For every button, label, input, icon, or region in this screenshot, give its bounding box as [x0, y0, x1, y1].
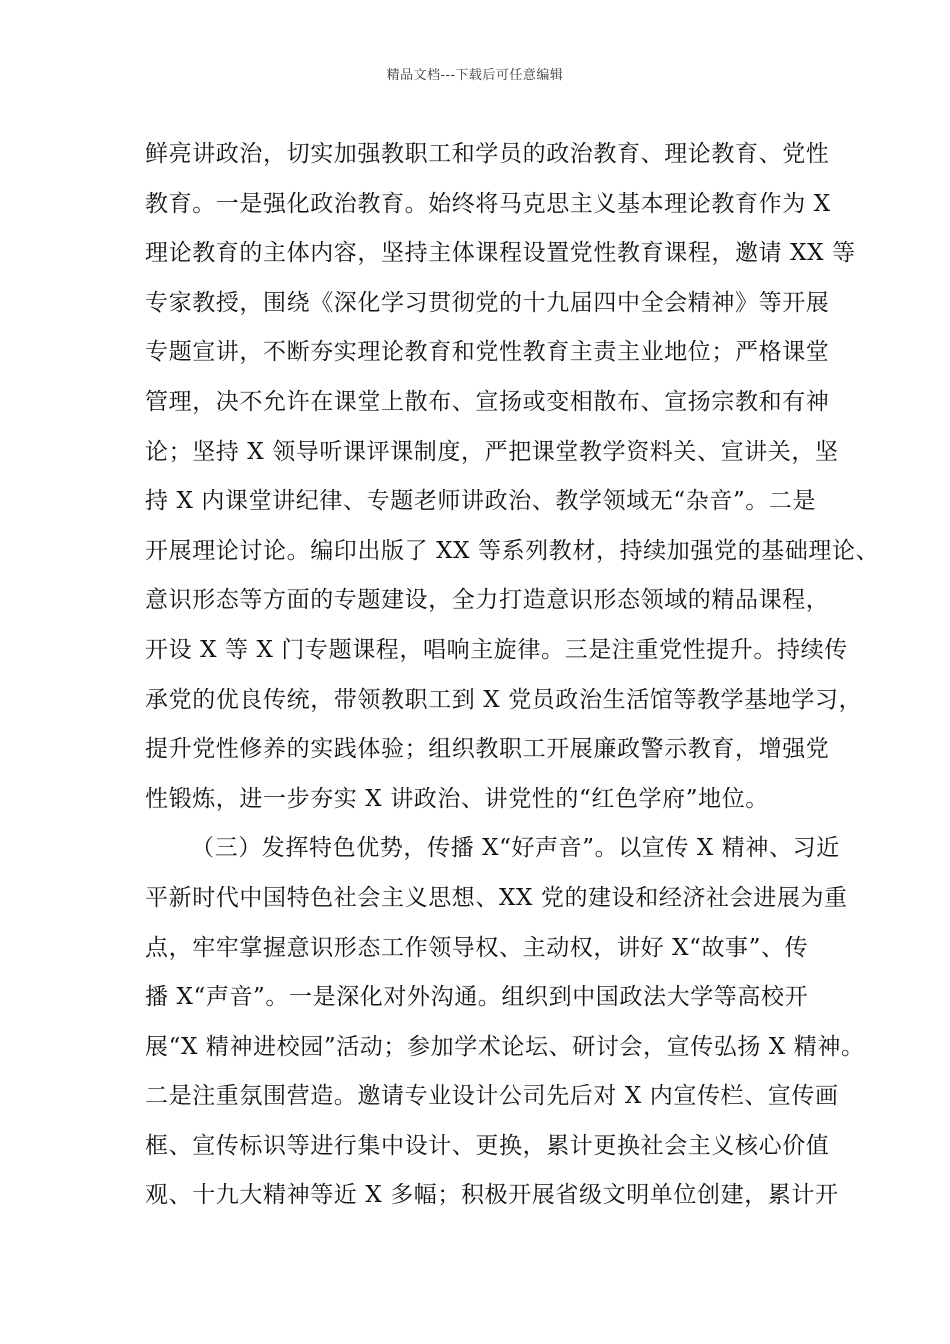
- text-line: 框、宣传标识等进行集中设计、更换，累计更换社会主义核心价值: [145, 1132, 830, 1159]
- paragraph-heading-line: （三）发挥特色优势，传播 X“好声音”。以宣传 X 精神、习近: [191, 835, 840, 862]
- text-line: 点，牢牢掌握意识形态工作领导权、主动权，讲好 X“故事”、传: [145, 934, 809, 961]
- text-line: 二是注重氛围营造。邀请专业设计公司先后对 X 内宣传栏、宣传画: [145, 1083, 839, 1110]
- text-line: 教育。一是强化政治教育。始终将马克思主义基本理论教育作为 X: [145, 190, 831, 217]
- text-line: 专家教授，围绕《深化学习贯彻党的十九届四中全会精神》等开展: [145, 289, 830, 316]
- text-line: 播 X“声音”。一是深化对外沟通。组织到中国政法大学等高校开: [145, 984, 809, 1011]
- text-line: 承党的优良传统，带领教职工到 X 党员政治生活馆等教学基地学习，: [145, 686, 863, 713]
- text-line: 鲜亮讲政治，切实加强教职工和学员的政治教育、理论教育、党性: [145, 141, 830, 167]
- text-line: 持 X 内课堂讲纪律、专题老师讲政治、教学领域无“杂音”。二是: [145, 488, 817, 515]
- text-line: 平新时代中国特色社会主义思想、XX 党的建设和经济社会进展为重: [145, 884, 848, 911]
- text-line: 理论教育的主体内容，坚持主体课程设置党性教育课程，邀请 XX 等: [145, 240, 856, 267]
- text-line: 专题宣讲，不断夯实理论教育和党性教育主责主业地位；严格课堂: [145, 339, 830, 366]
- text-line: 提升党性修养的实践体验；组织教职工开展廉政警示教育，增强党: [145, 736, 830, 763]
- body-text: [145, 130, 880, 1221]
- text-line: 开展理论讨论。编印出版了 XX 等系列教材，持续加强党的基础理论、: [145, 537, 880, 564]
- text-line: 展“X 精神进校园”活动；参加学术论坛、研讨会，宣传弘扬 X 精神。: [145, 1033, 865, 1060]
- text-line: 开设 X 等 X 门专题课程，唱响主旋律。三是注重党性提升。持续传: [145, 636, 848, 663]
- page-header: 精品文档---下载后可任意编辑: [386, 68, 564, 83]
- text-line: 观、十九大精神等近 X 多幅；积极开展省级文明单位创建，累计开: [145, 1182, 839, 1209]
- text-line: 管理，决不允许在课堂上散布、宣扬或变相散布、宣扬宗教和有神: [145, 388, 830, 415]
- text-line: 意识形态等方面的专题建设，全力打造意识形态领域的精品课程，: [145, 587, 830, 614]
- text-line: 性锻炼，进一步夯实 X 讲政治、讲党性的“红色学府”地位。: [145, 785, 769, 812]
- text-line: 论；坚持 X 领导听课评课制度，严把课堂教学资料关、宣讲关，坚: [145, 438, 839, 465]
